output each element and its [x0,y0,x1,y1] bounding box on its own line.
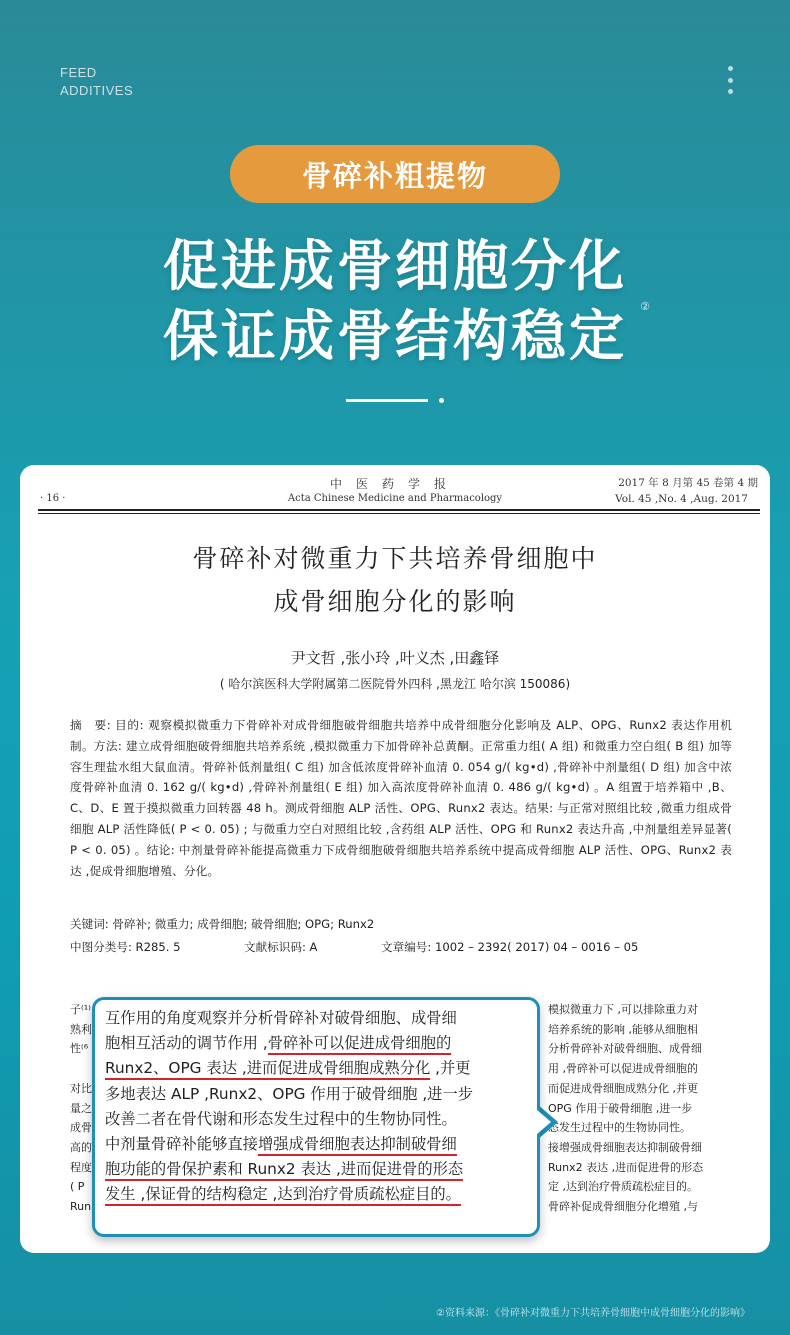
underlined-text: 增强成骨细胞表达抑制破骨细 [258,1135,457,1156]
headline-line-1: 促进成骨细胞分化 [162,234,627,298]
body-line: OPG 作用于破骨细胞 ,进一步 [548,1101,693,1115]
body-line: 接增强成骨细胞表达抑制破骨细 [548,1140,702,1154]
body-line: ( P [70,1180,85,1194]
body-line: 态发生过程中的生物协同性。 [548,1121,691,1135]
underlined-text: 胞功能的骨保护素和 Runx2 表达 ,进而促进骨的形态 [105,1160,463,1181]
underlined-text: 发生 ,保证骨的结构稳定 ,达到治疗骨质疏松症目的。 [105,1185,461,1206]
divider-line [346,399,428,402]
callout-line: 胞相互活动的调节作用 ,骨碎补可以促进成骨细胞的 [105,1031,529,1056]
paper-abstract: 摘 要: 目的: 观察模拟微重力下骨碎补对成骨细胞破骨细胞共培养中成骨细胞分化影响及 ALP、OPG、Runx2 表达作用机制。方法: 建立成骨细胞破骨细胞共培养系统 ,模拟微重力下加骨碎补总黄酮。正常重力组( A 组) 和微重力空白组( B 组) 加等容生理盐水组大鼠血清。骨碎补低剂量组( C 组) 加含低浓度骨碎补血清 0. 054 g/( kg•d) ,骨碎补中剂量组( D 组) 加含中浓度骨碎补血清 0. 162 g/( kg•d) ,骨碎补剂量组( E 组) 加入高浓度骨碎补血清 0. 486 g/( kg•d) 。A 组置于培养箱中 ,B、C、D、E 置于摸拟微重力回转器 48 h。测成骨细胞 ALP 活性、OPG、Runx2 表达。结果: 与正常对照组比较 ,微重力组成骨细胞 ALP 活性降低( P < 0. 05) ; 与微重力空白对照组比较 ,含药组 ALP 活性、OPG 和 Runx2 表达升高 ,中剂量组差异显著( P < 0. 05) 。结论: 中剂量骨碎补能提高微重力下成骨细胞破骨细胞共培养系统中提高成骨细胞 ALP 活性、OPG、Runx2 表达 ,促成骨细胞增殖、分化。 [70,718,732,878]
ingredient-tag: 骨碎补粗提物 [230,145,560,203]
paper-classification [70,939,730,955]
headline-line-2: 保证成骨结构稳定 [162,304,627,368]
class-number: 中图分类号: R285. 5 [70,940,181,954]
body-line: 高的 [70,1140,92,1154]
header-rule-thin [38,513,760,514]
body-line: 熟利 [70,1022,92,1036]
source-note: ②资料来源：《骨碎补对微重力下共培养骨细胞中成骨细胞分化的影响》 [436,1308,750,1319]
body-line: 定 ,达到治疗骨质疏松症目的。 [548,1180,698,1194]
body-line: 对比 [70,1081,92,1095]
paper-keywords: 关键词: 骨碎补; 微重力; 成骨细胞; 破骨细胞; OPG; Runx2 [70,917,375,931]
brand-label [60,64,133,100]
highlight-callout [92,997,540,1237]
issue-en: Vol. 45 ,No. 4 ,Aug. 2017 [615,493,748,505]
callout-line: Runx2、OPG 表达 ,进而促进成骨细胞成熟分化 ,并更 [105,1056,529,1081]
journal-name-en: Acta Chinese Medicine and Pharmacology [287,493,503,504]
paper-title-line-1: 骨碎补对微重力下共培养骨细胞中 [192,544,598,573]
document-code: 文献标识码: A [244,940,318,954]
callout-line: 改善二者在骨代谢和形态发生过程中的生物协同性。 [105,1109,457,1128]
body-line: 成骨 [70,1121,92,1135]
divider-dot [439,398,444,403]
journal-name-cn: 中医药学报 [329,477,460,491]
body-line: 培养系统的影响 ,能够从细胞相 [548,1022,698,1036]
body-line: 子⁽¹⁾ [70,1003,91,1016]
body-line: 分析骨碎补对破骨细胞、成骨细 [548,1042,702,1056]
body-line: 量之 [70,1101,92,1115]
footnote-mark: ② [640,300,650,313]
callout-line: 多地表达 ALP ,Runx2、OPG 作用于破骨细胞 ,进一步 [105,1084,474,1103]
paper-authors: 尹文哲 ,张小玲 ,叶义杰 ,田鑫铎 [290,649,500,667]
body-line: Run [70,1200,92,1214]
body-line: 性⁽⁶ [70,1042,89,1056]
more-menu-icon[interactable] [724,66,736,94]
underlined-text: 骨碎补可以促进成骨细胞的 [268,1034,452,1055]
paper-title-line-2: 成骨细胞分化的影响 [273,587,517,616]
body-line: Runx2 表达 ,进而促进骨的形态 [548,1160,704,1174]
brand-line-2: ADDITIVES [60,83,134,98]
page-number: · 16 · [40,493,66,504]
underlined-text: Runx2、OPG 表达 ,进而促进成骨细胞成熟分化 [105,1059,430,1080]
body-line: 程度 [70,1160,92,1174]
issue-cn: 2017 年 8 月第 45 卷第 4 期 [618,477,758,489]
body-line: 骨碎补促成骨细胞分化增殖 ,与 [548,1200,698,1214]
body-column-right [548,1000,763,1217]
paper-affiliation: ( 哈尔滨医科大学附属第二医院骨外四科 ,黑龙江 哈尔滨 150086) [219,677,571,691]
callout-line [105,1157,529,1182]
brand-line-1: FEED [60,65,97,80]
callout-pointer-fill [529,1103,551,1141]
header-rule [38,509,760,511]
article-number: 文章编号: 1002 – 2392( 2017) 04 – 0016 – 05 [381,940,639,954]
callout-line: 互作用的角度观察并分析骨碎补对破骨细胞、成骨细 [105,1009,457,1027]
body-line: 而促进成骨细胞成熟分化 ,并更 [548,1081,698,1095]
callout-line [105,1182,529,1207]
body-line: 用 ,骨碎补可以促进成骨细胞的 [548,1062,698,1076]
callout-line: 中剂量骨碎补能够直接增强成骨细胞表达抑制破骨细 [105,1132,529,1157]
body-line: 模拟微重力下 ,可以排除重力对 [548,1003,698,1016]
